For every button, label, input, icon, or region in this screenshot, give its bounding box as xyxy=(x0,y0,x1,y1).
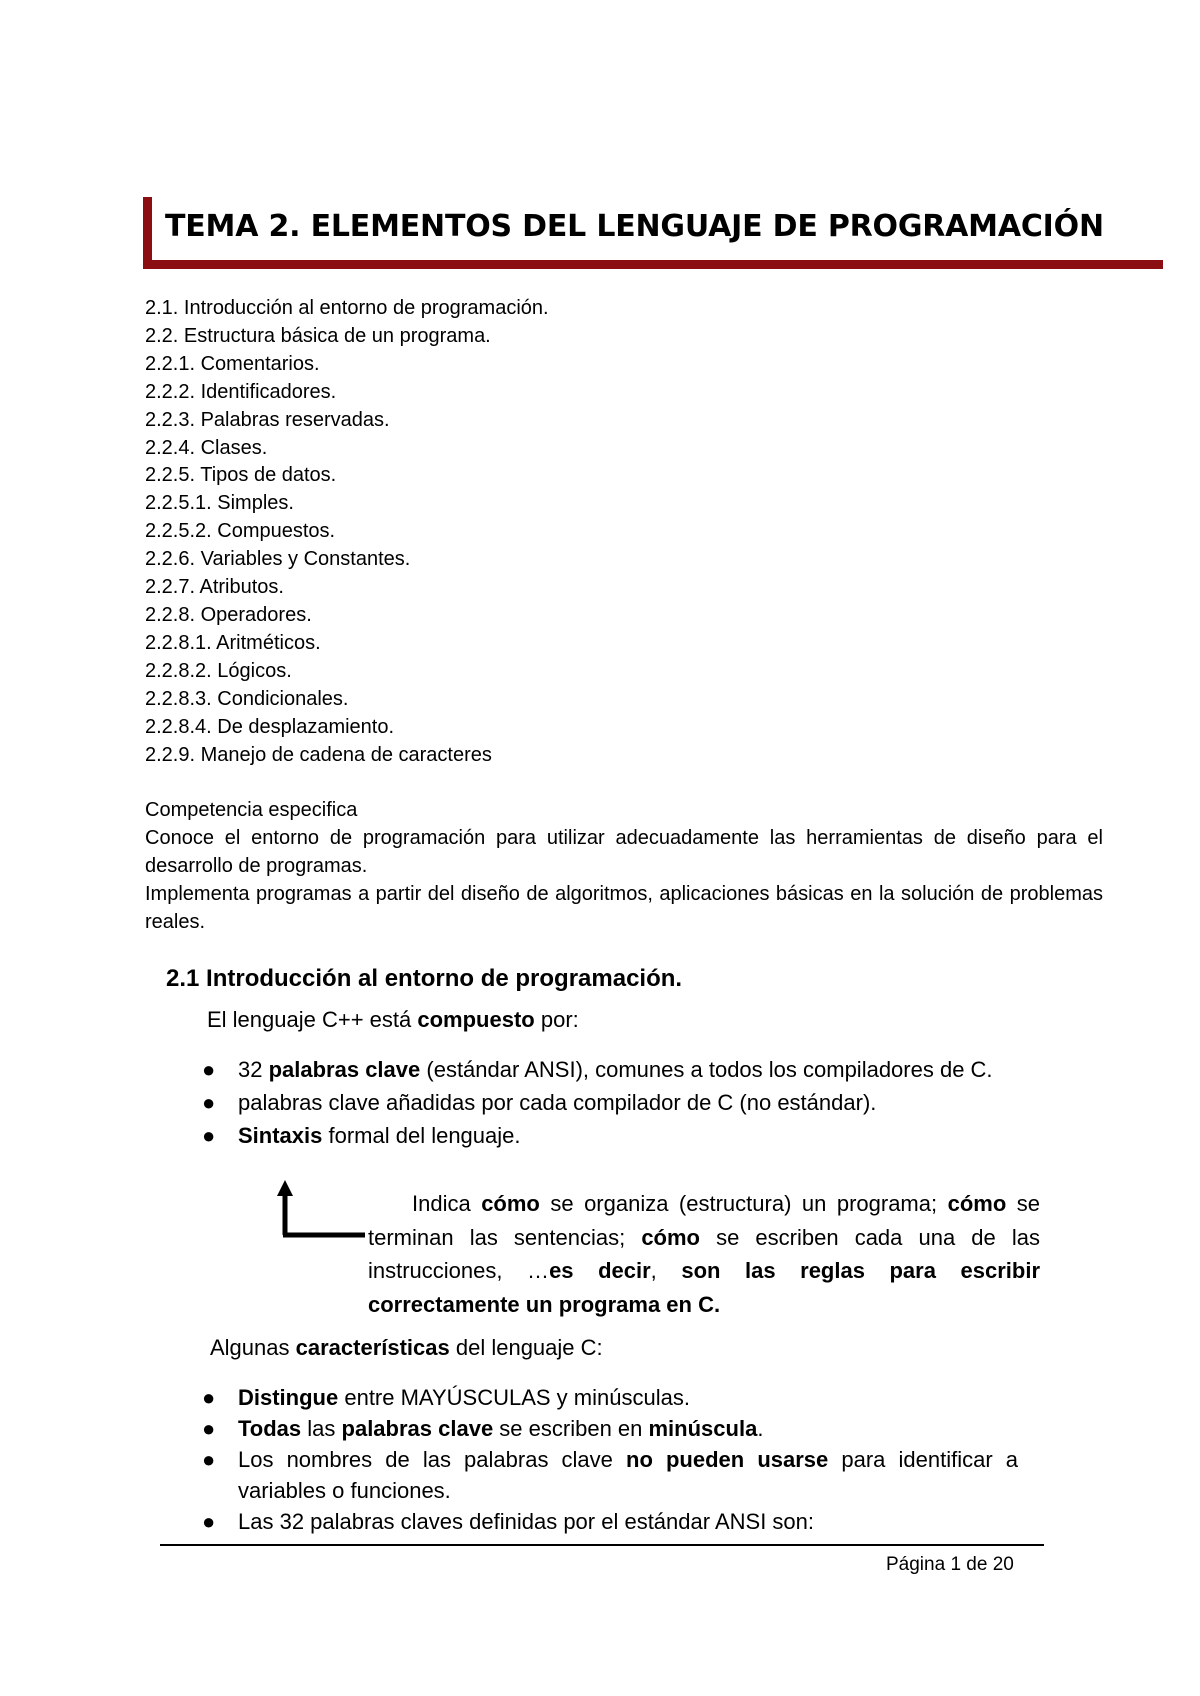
toc-item: 2.1. Introducción al entorno de programación. xyxy=(145,297,549,319)
toc-item: 2.2.8.1. Aritméticos. xyxy=(145,631,321,654)
text-run: (estándar ANSI), comunes a todos los compiladores de C. xyxy=(420,1057,993,1082)
text-run: Los nombres de las palabras clave xyxy=(238,1447,627,1472)
competencia-heading: Competencia especifica xyxy=(145,799,358,821)
arrow-head xyxy=(277,1180,293,1196)
bold-run: son las reglas para escribir correctamente un programa en C. xyxy=(368,1258,1041,1317)
bold-run: Sintaxis xyxy=(238,1123,323,1148)
toc-item: 2.2.6. Variables y Constantes. xyxy=(145,548,411,571)
bullet-icon: ● xyxy=(202,1509,216,1534)
text-run: , xyxy=(650,1258,682,1283)
bullet-icon: ● xyxy=(202,1385,216,1410)
list-item xyxy=(198,1055,1040,1085)
list-item xyxy=(198,1444,1018,1506)
footer-divider xyxy=(160,1544,1044,1546)
text-run: se escriben en xyxy=(493,1416,649,1441)
text-run: por: xyxy=(534,1007,579,1032)
competencia-paragraph: Conoce el entorno de programación para utilizar adecuadamente las herramientas de diseño para el desarrollo de programas. xyxy=(145,826,1103,877)
bold-run: palabras clave xyxy=(268,1057,421,1082)
toc-item: 2.2.3. Palabras reservadas. xyxy=(145,408,390,431)
bullet-icon: ● xyxy=(202,1447,216,1472)
page-number: Página 1 de 20 xyxy=(886,1554,1014,1575)
syntax-note xyxy=(368,1187,1040,1321)
bold-run: Distingue xyxy=(238,1385,339,1410)
text-run: se terminan las sentencias; xyxy=(368,1191,1040,1250)
text-run: para identificar a variables o funciones. xyxy=(238,1447,1018,1503)
text-run: Indica xyxy=(412,1191,482,1216)
bold-run: cómo xyxy=(641,1224,700,1250)
toc-item: 2.2. Estructura básica de un programa. xyxy=(145,324,491,347)
text-run: se escriben cada una de las instrucciones, … xyxy=(368,1224,1040,1283)
title-frame xyxy=(143,197,1163,269)
text-run: El lenguaje C++ está xyxy=(207,1007,418,1032)
list-item xyxy=(198,1382,1018,1413)
list-item xyxy=(198,1413,1018,1444)
table-of-contents xyxy=(145,295,549,769)
section-heading: 2.1 Introducción al entorno de programación. xyxy=(166,965,683,992)
competencia-paragraph: Implementa programas a partir del diseño de algoritmos, aplicaciones básicas en la solución de problemas reales. xyxy=(145,882,1103,933)
text-run: entre MAYÚSCULAS y minúsculas. xyxy=(338,1385,690,1410)
elbow-arrow-icon xyxy=(273,1180,369,1242)
algunas-paragraph xyxy=(210,1335,603,1361)
toc-item: 2.2.7. Atributos. xyxy=(145,576,284,599)
bold-run: minúscula xyxy=(648,1416,758,1441)
intro-paragraph xyxy=(207,1007,579,1033)
bold-run: cómo xyxy=(481,1191,540,1216)
toc-item: 2.2.8.2. Lógicos. xyxy=(145,659,292,682)
syntax-note-text xyxy=(368,1187,1040,1321)
toc-item: 2.2.4. Clases. xyxy=(145,436,268,459)
toc-item: 2.2.8.4. De desplazamiento. xyxy=(145,715,395,738)
bold-run: no pueden usarse xyxy=(626,1447,829,1472)
text-run: las xyxy=(301,1416,342,1441)
toc-item: 2.2.5.2. Compuestos. xyxy=(145,520,336,543)
toc-item: 2.2.9. Manejo de cadena de caracteres xyxy=(145,743,492,766)
toc-item: 2.2.8. Operadores. xyxy=(145,603,312,626)
text-run: palabras clave añadidas por cada compilador de C (no estándar). xyxy=(238,1090,877,1115)
toc-item: 2.2.5.1. Simples. xyxy=(145,492,294,515)
bullet-icon: ● xyxy=(202,1090,216,1115)
text-run: se organiza (estructura) un programa; xyxy=(539,1191,948,1216)
text-run: 32 xyxy=(238,1057,269,1082)
list-item xyxy=(198,1121,1040,1151)
competencia-block xyxy=(145,797,1103,937)
bold-run: Todas xyxy=(238,1416,302,1441)
bold-run: compuesto xyxy=(417,1007,535,1032)
toc-item: 2.2.8.3. Condicionales. xyxy=(145,687,349,710)
list-item xyxy=(198,1088,1040,1118)
text-run: Algunas xyxy=(210,1335,296,1360)
toc-item: 2.2.5. Tipos de datos. xyxy=(145,464,337,487)
bullet-list xyxy=(198,1055,1040,1151)
toc-item: 2.2.2. Identificadores. xyxy=(145,380,337,403)
bold-run: cómo xyxy=(947,1191,1007,1216)
text-run: Las 32 palabras claves definidas por el estándar ANSI son: xyxy=(238,1509,815,1534)
text-run: del lenguaje C: xyxy=(449,1335,603,1360)
bullet-icon: ● xyxy=(202,1416,216,1441)
bold-run: características xyxy=(295,1335,450,1360)
bullet-icon: ● xyxy=(202,1123,216,1148)
bold-run: es decir xyxy=(549,1258,651,1283)
bold-run: palabras clave xyxy=(341,1416,494,1441)
text-run: formal del lenguaje. xyxy=(322,1123,521,1148)
text-run: . xyxy=(757,1416,764,1441)
page-title: TEMA 2. ELEMENTOS DEL LENGUAJE DE PROGRAMACIÓN xyxy=(165,209,1104,244)
bullet-icon: ● xyxy=(202,1057,216,1082)
toc-item: 2.2.1. Comentarios. xyxy=(145,352,320,375)
list-item xyxy=(198,1506,1018,1537)
features-list xyxy=(198,1382,1018,1537)
